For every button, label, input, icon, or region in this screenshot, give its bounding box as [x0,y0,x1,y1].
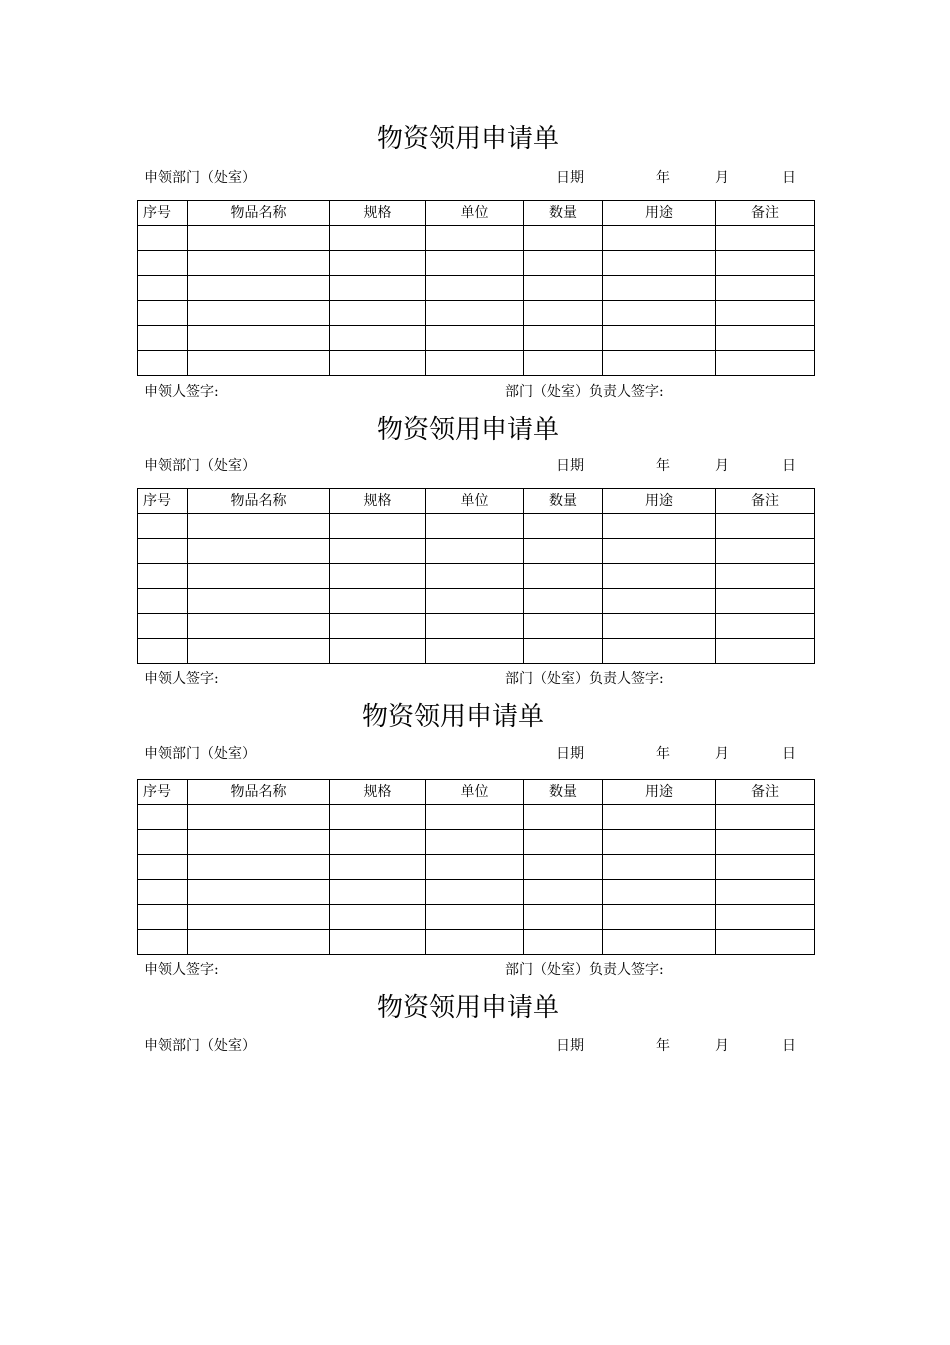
col-header-unit: 单位 [426,780,524,805]
cell-unit[interactable] [426,301,524,326]
col-header-purpose: 用途 [603,489,716,514]
cell-unit[interactable] [426,930,524,955]
col-header-quantity: 数量 [524,201,603,226]
cell-remarks[interactable] [716,301,815,326]
cell-purpose[interactable] [603,539,716,564]
cell-unit[interactable] [426,880,524,905]
day-label: 日 [782,458,796,474]
cell-purpose[interactable] [603,880,716,905]
col-header-purpose: 用途 [603,201,716,226]
cell-spec[interactable] [330,326,426,351]
cell-quantity[interactable] [524,251,603,276]
cell-spec[interactable] [330,830,426,855]
col-header-spec: 规格 [330,489,426,514]
cell-seq[interactable] [138,226,188,251]
col-header-remarks: 备注 [716,201,815,226]
items-table [137,488,815,664]
cell-unit[interactable] [426,226,524,251]
dept-label: 申领部门（处室） [144,746,256,762]
cell-seq[interactable] [138,930,188,955]
cell-remarks[interactable] [716,930,815,955]
cell-remarks[interactable] [716,351,815,376]
cell-unit[interactable] [426,514,524,539]
applicant-sign-label: 申领人签字: [144,671,219,687]
cell-purpose[interactable] [603,226,716,251]
table-row [138,301,815,326]
cell-spec[interactable] [330,226,426,251]
cell-item-name[interactable] [188,326,330,351]
cell-seq[interactable] [138,251,188,276]
month-label: 月 [715,458,729,474]
cell-remarks[interactable] [716,639,815,664]
cell-unit[interactable] [426,905,524,930]
col-header-item-name: 物品名称 [188,201,330,226]
cell-seq[interactable] [138,351,188,376]
cell-quantity[interactable] [524,301,603,326]
dept-label: 申领部门（处室） [144,1038,256,1054]
table-row [138,251,815,276]
cell-unit[interactable] [426,326,524,351]
cell-spec[interactable] [330,301,426,326]
day-label: 日 [782,746,796,762]
form-title: 物资领用申请单 [376,124,559,154]
cell-purpose[interactable] [603,805,716,830]
cell-spec[interactable] [330,805,426,830]
cell-spec[interactable] [330,589,426,614]
form-title: 物资领用申请单 [361,702,544,732]
manager-sign-label: 部门（处室）负责人签字: [505,671,664,687]
cell-purpose[interactable] [603,614,716,639]
cell-remarks[interactable] [716,276,815,301]
cell-unit[interactable] [426,351,524,376]
cell-seq[interactable] [138,564,188,589]
cell-spec[interactable] [330,855,426,880]
cell-item-name[interactable] [188,805,330,830]
cell-purpose[interactable] [603,905,716,930]
col-header-spec: 规格 [330,201,426,226]
cell-spec[interactable] [330,905,426,930]
cell-item-name[interactable] [188,589,330,614]
cell-remarks[interactable] [716,226,815,251]
cell-item-name[interactable] [188,539,330,564]
table-row [138,830,815,855]
table-row [138,539,815,564]
cell-unit[interactable] [426,614,524,639]
year-label: 年 [656,170,670,186]
cell-item-name[interactable] [188,226,330,251]
cell-quantity[interactable] [524,905,603,930]
manager-sign-label: 部门（处室）负责人签字: [505,962,664,978]
cell-remarks[interactable] [716,805,815,830]
month-label: 月 [715,746,729,762]
table-row [138,614,815,639]
col-header-seq: 序号 [138,780,188,805]
col-header-remarks: 备注 [716,489,815,514]
cell-purpose[interactable] [603,930,716,955]
cell-purpose[interactable] [603,276,716,301]
year-label: 年 [656,1038,670,1054]
cell-seq[interactable] [138,514,188,539]
cell-item-name[interactable] [188,905,330,930]
cell-quantity[interactable] [524,639,603,664]
manager-sign-label: 部门（处室）负责人签字: [505,384,664,400]
cell-purpose[interactable] [603,351,716,376]
cell-quantity[interactable] [524,226,603,251]
cell-spec[interactable] [330,930,426,955]
col-header-seq: 序号 [138,201,188,226]
cell-seq[interactable] [138,301,188,326]
cell-spec[interactable] [330,539,426,564]
cell-remarks[interactable] [716,589,815,614]
cell-item-name[interactable] [188,301,330,326]
cell-seq[interactable] [138,905,188,930]
cell-unit[interactable] [426,805,524,830]
cell-quantity[interactable] [524,351,603,376]
cell-quantity[interactable] [524,276,603,301]
date-label: 日期 [556,746,584,762]
cell-remarks[interactable] [716,905,815,930]
cell-quantity[interactable] [524,830,603,855]
cell-spec[interactable] [330,564,426,589]
cell-seq[interactable] [138,589,188,614]
cell-purpose[interactable] [603,639,716,664]
month-label: 月 [715,1038,729,1054]
cell-remarks[interactable] [716,564,815,589]
cell-unit[interactable] [426,589,524,614]
form-title: 物资领用申请单 [376,415,559,445]
cell-seq[interactable] [138,805,188,830]
col-header-quantity: 数量 [524,780,603,805]
cell-item-name[interactable] [188,251,330,276]
table-header-row [138,780,815,805]
cell-quantity[interactable] [524,539,603,564]
cell-spec[interactable] [330,276,426,301]
items-table [137,779,815,955]
col-header-spec: 规格 [330,780,426,805]
cell-purpose[interactable] [603,564,716,589]
cell-seq[interactable] [138,880,188,905]
table-row [138,905,815,930]
table-row [138,589,815,614]
col-header-remarks: 备注 [716,780,815,805]
table-row [138,226,815,251]
cell-seq[interactable] [138,614,188,639]
cell-seq[interactable] [138,639,188,664]
cell-unit[interactable] [426,564,524,589]
date-label: 日期 [556,1038,584,1054]
date-label: 日期 [556,458,584,474]
col-header-unit: 单位 [426,201,524,226]
cell-spec[interactable] [330,880,426,905]
col-header-quantity: 数量 [524,489,603,514]
day-label: 日 [782,170,796,186]
cell-purpose[interactable] [603,251,716,276]
cell-purpose[interactable] [603,514,716,539]
cell-remarks[interactable] [716,880,815,905]
table-row [138,351,815,376]
table-row [138,639,815,664]
cell-item-name[interactable] [188,880,330,905]
cell-unit[interactable] [426,855,524,880]
table-row [138,880,815,905]
cell-quantity[interactable] [524,514,603,539]
cell-quantity[interactable] [524,855,603,880]
month-label: 月 [715,170,729,186]
dept-label: 申领部门（处室） [144,458,256,474]
cell-item-name[interactable] [188,351,330,376]
applicant-sign-label: 申领人签字: [144,962,219,978]
cell-item-name[interactable] [188,514,330,539]
cell-unit[interactable] [426,276,524,301]
cell-item-name[interactable] [188,276,330,301]
cell-seq[interactable] [138,326,188,351]
table-header-row [138,489,815,514]
cell-item-name[interactable] [188,564,330,589]
cell-item-name[interactable] [188,830,330,855]
table-row [138,514,815,539]
cell-purpose[interactable] [603,301,716,326]
cell-item-name[interactable] [188,639,330,664]
cell-spec[interactable] [330,251,426,276]
cell-item-name[interactable] [188,855,330,880]
table-row [138,855,815,880]
cell-remarks[interactable] [716,326,815,351]
cell-purpose[interactable] [603,326,716,351]
cell-spec[interactable] [330,639,426,664]
cell-purpose[interactable] [603,589,716,614]
day-label: 日 [782,1038,796,1054]
col-header-seq: 序号 [138,489,188,514]
table-row [138,276,815,301]
cell-unit[interactable] [426,639,524,664]
cell-item-name[interactable] [188,930,330,955]
cell-seq[interactable] [138,855,188,880]
cell-remarks[interactable] [716,514,815,539]
cell-item-name[interactable] [188,614,330,639]
table-header-row [138,201,815,226]
year-label: 年 [656,746,670,762]
date-label: 日期 [556,170,584,186]
cell-quantity[interactable] [524,930,603,955]
col-header-purpose: 用途 [603,780,716,805]
cell-unit[interactable] [426,539,524,564]
dept-label: 申领部门（处室） [144,170,256,186]
cell-remarks[interactable] [716,539,815,564]
cell-spec[interactable] [330,351,426,376]
cell-purpose[interactable] [603,830,716,855]
col-header-item-name: 物品名称 [188,780,330,805]
cell-quantity[interactable] [524,805,603,830]
cell-quantity[interactable] [524,589,603,614]
cell-purpose[interactable] [603,855,716,880]
col-header-unit: 单位 [426,489,524,514]
cell-quantity[interactable] [524,326,603,351]
cell-quantity[interactable] [524,880,603,905]
cell-remarks[interactable] [716,830,815,855]
cell-unit[interactable] [426,830,524,855]
year-label: 年 [656,458,670,474]
cell-unit[interactable] [426,251,524,276]
cell-remarks[interactable] [716,614,815,639]
table-row [138,930,815,955]
cell-quantity[interactable] [524,614,603,639]
cell-seq[interactable] [138,830,188,855]
cell-remarks[interactable] [716,251,815,276]
cell-seq[interactable] [138,539,188,564]
cell-spec[interactable] [330,614,426,639]
cell-quantity[interactable] [524,564,603,589]
table-row [138,805,815,830]
applicant-sign-label: 申领人签字: [144,384,219,400]
table-row [138,564,815,589]
items-table [137,200,815,376]
col-header-item-name: 物品名称 [188,489,330,514]
cell-spec[interactable] [330,514,426,539]
form-title: 物资领用申请单 [376,993,559,1023]
cell-remarks[interactable] [716,855,815,880]
table-row [138,326,815,351]
cell-seq[interactable] [138,276,188,301]
